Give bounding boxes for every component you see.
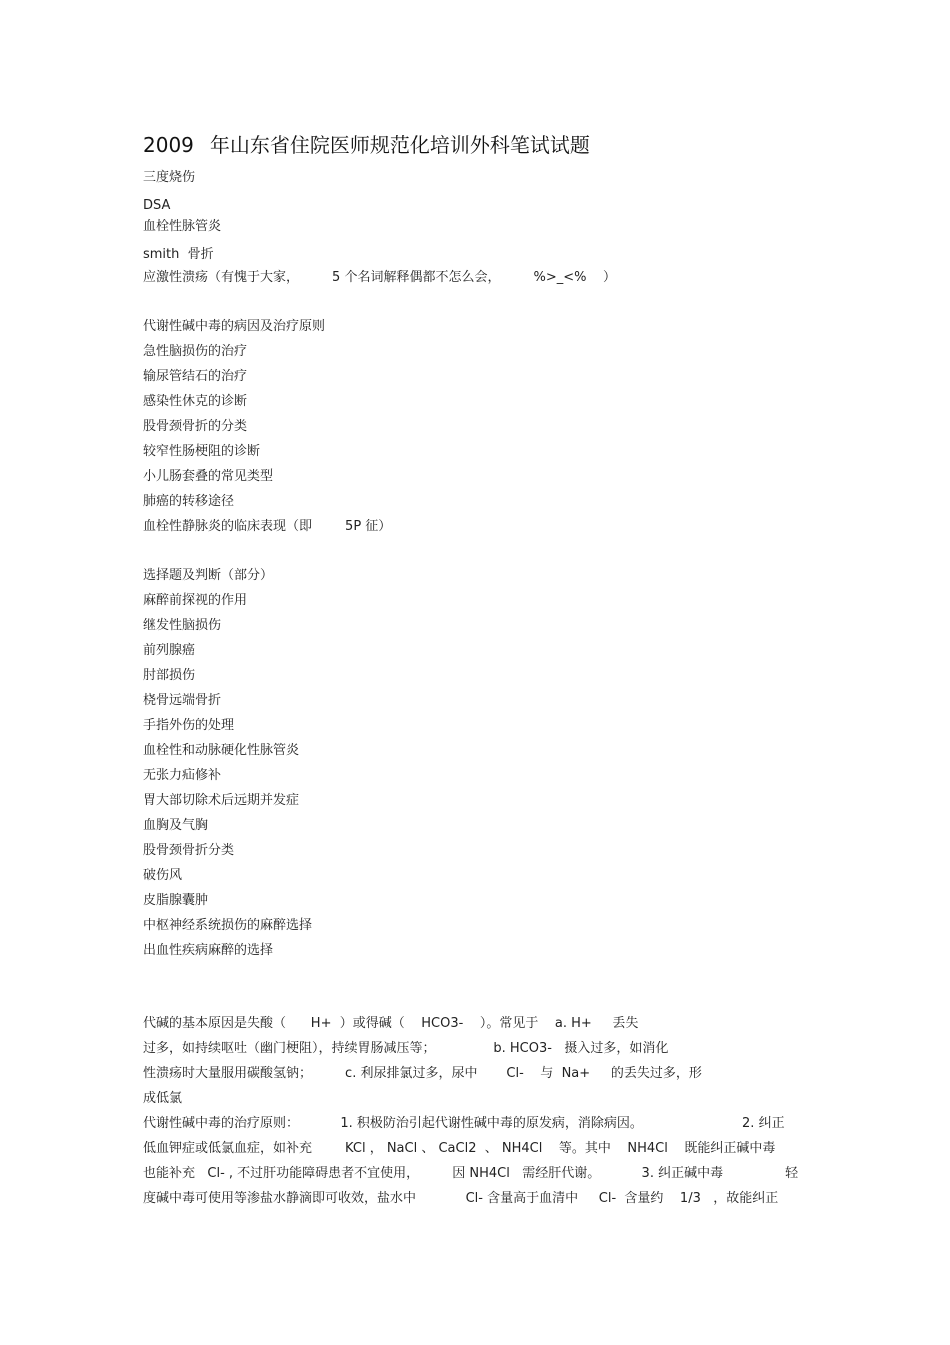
paragraph-line: 性溃疡时大量服用碳酸氢钠； c. 利尿排氯过多，尿中 Cl- 与 Na+ 的丢失过多，形 xyxy=(143,1066,702,1081)
text-line: 手指外伤的处理 xyxy=(143,718,235,733)
text-line: 中枢神经系统损伤的麻醉选择 xyxy=(143,918,313,933)
paragraph-line: 度碱中毒可使用等渗盐水静滴即可收效，盐水中 Cl- 含量高于血清中 Cl- 含量约 1/3 ，故能纠正 xyxy=(143,1191,779,1206)
text-line: 肺癌的转移途径 xyxy=(143,494,235,509)
paragraph-line: 低血钾症或低氯血症，如补充 KCl ， NaCl 、 CaCl2 、 NH4Cl 等。其中 NH4Cl 既能纠正碱中毒 xyxy=(143,1141,776,1156)
text-line: 血栓性脉管炎 xyxy=(143,219,222,234)
text-line: 出血性疾病麻醉的选择 xyxy=(143,943,274,958)
text-line: 输尿管结石的治疗 xyxy=(143,369,248,384)
paragraph-line: 代谢性碱中毒的治疗原则： 1. 积极防治引起代谢性碱中毒的原发病，消除病因。 2. 纠正 xyxy=(143,1116,785,1131)
text-line: 选择题及判断（部分） xyxy=(143,568,274,583)
text-line: 继发性脑损伤 xyxy=(143,618,222,633)
text-line: 小儿肠套叠的常见类型 xyxy=(143,469,274,484)
text-line: 麻醉前探视的作用 xyxy=(143,593,248,608)
text-line: 皮脂腺囊肿 xyxy=(143,893,209,908)
paragraph-line: 过多，如持续呕吐（幽门梗阻），持续胃肠减压等； b. HCO3- 摄入过多，如消化 xyxy=(143,1041,669,1056)
text-line: 应激性溃疡（有愧于大家， 5 个名词解释偶都不怎么会， %>_<% ） xyxy=(143,270,617,285)
text-line: 前列腺癌 xyxy=(143,643,196,658)
text-line: 无张力疝修补 xyxy=(143,768,222,783)
text-line: 血胸及气胸 xyxy=(143,818,209,833)
paragraph-line: 代碱的基本原因是失酸（ H+ ）或得碱（ HCO3- ）。常见于 a. H+ 丢失 xyxy=(143,1016,639,1031)
text-line: 血栓性和动脉硬化性脉管炎 xyxy=(143,743,300,758)
text-line: 代谢性碱中毒的病因及治疗原则 xyxy=(143,319,326,334)
text-line: DSA xyxy=(143,198,171,213)
text-line: 感染性休克的诊断 xyxy=(143,394,248,409)
text-line: 较窄性肠梗阻的诊断 xyxy=(143,444,261,459)
page-title xyxy=(143,129,590,158)
text-line: 急性脑损伤的治疗 xyxy=(143,344,248,359)
text-line: 肘部损伤 xyxy=(143,668,196,683)
text-line: 桡骨远端骨折 xyxy=(143,693,222,708)
text-line: smith 骨折 xyxy=(143,247,214,262)
text-line: 血栓性静脉炎的临床表现（即 5P 征） xyxy=(143,519,392,534)
paragraph-line: 成低氯 xyxy=(143,1091,183,1106)
text-line: 三度烧伤 xyxy=(143,170,196,185)
title-text: 年山东省住院医师规范化培训外科笔试试题 xyxy=(209,133,590,157)
text-line: 股骨颈骨折分类 xyxy=(143,843,235,858)
text-line: 破伤风 xyxy=(143,868,183,883)
paragraph-line: 也能补充 Cl- , 不过肝功能障碍患者不宜使用， 因 NH4Cl 需经肝代谢。 3. 纠正碱中毒 轻 xyxy=(143,1166,799,1181)
text-line: 胃大部切除术后远期并发症 xyxy=(143,793,300,808)
text-line: 股骨颈骨折的分类 xyxy=(143,419,248,434)
title-year: 2009 xyxy=(143,133,194,157)
